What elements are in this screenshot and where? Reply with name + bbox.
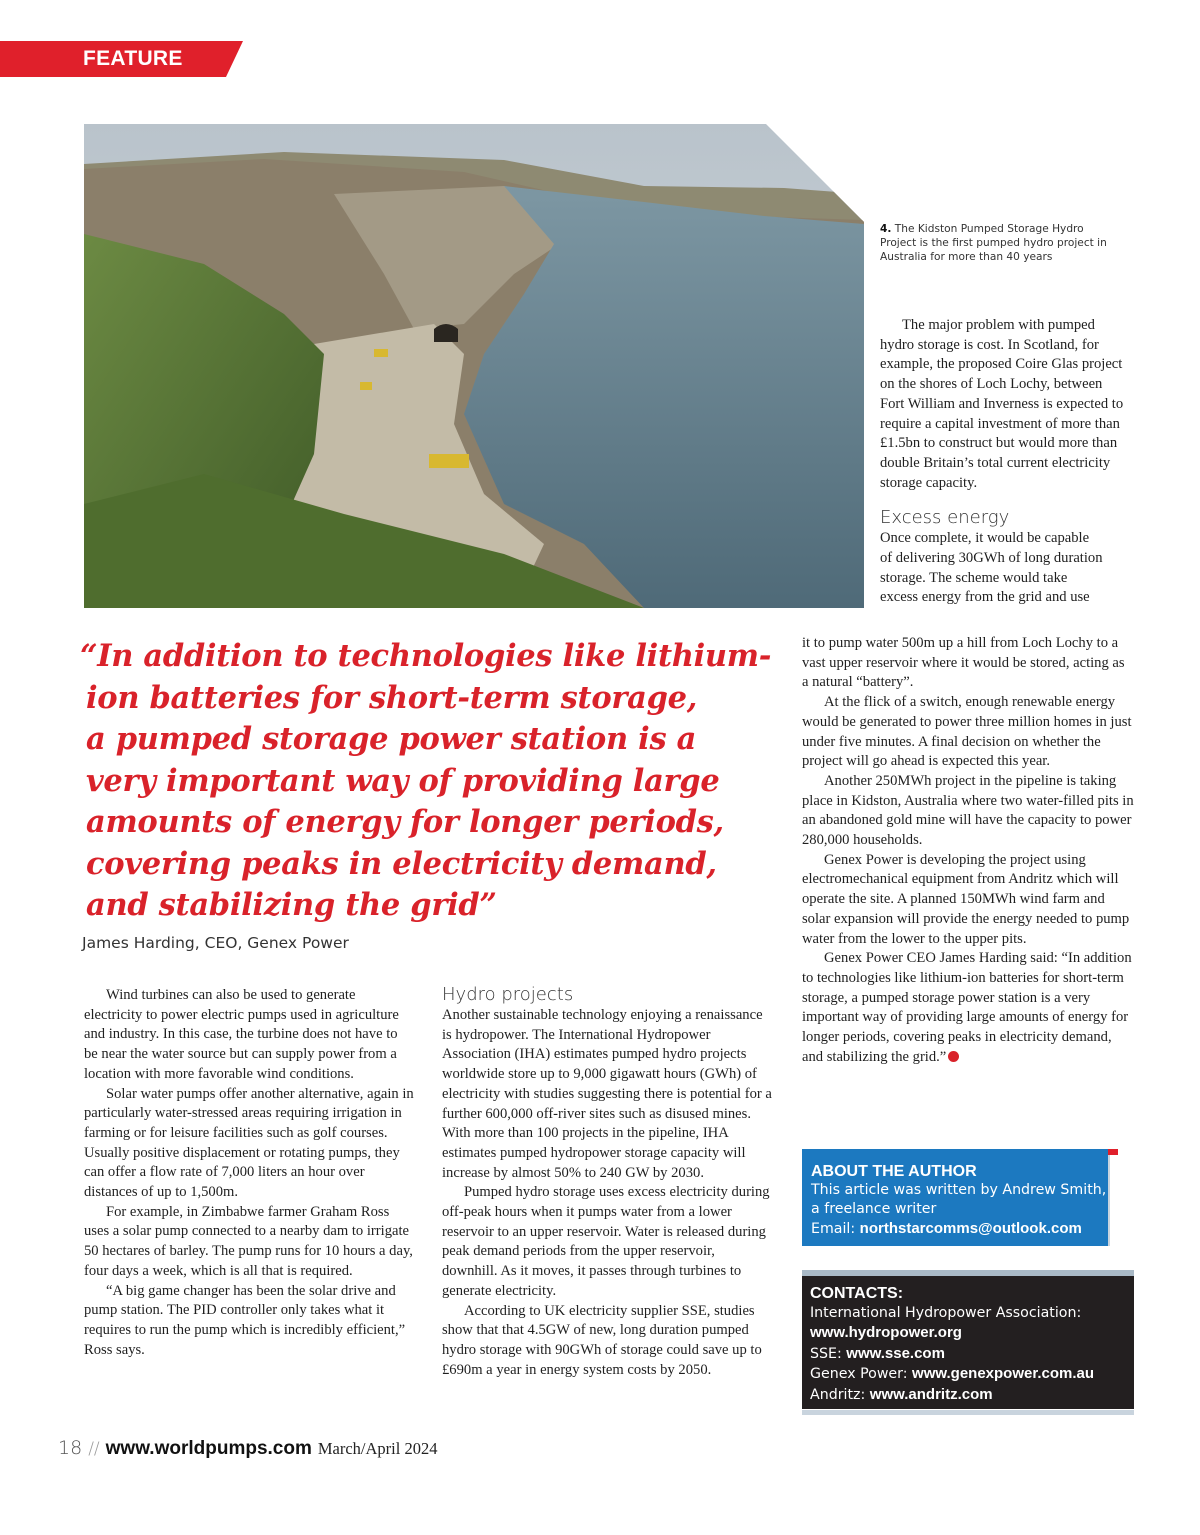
column1 [84, 986, 414, 1360]
quote-attribution: James Harding, CEO, Genex Power [82, 934, 349, 952]
page-footer [58, 1437, 437, 1460]
final-paragraph-text: Genex Power CEO James Harding said: “In addition to technologies like lithium-ion batteries for short-term storage, a pumped storage power station is a very important way of providing large amounts of energy for longer periods, covering peaks in electricity demand, and stabilizing the grid.” [802, 950, 1132, 1065]
contact-link-andritz[interactable]: www.andritz.com [869, 1385, 993, 1403]
project-photo [84, 124, 864, 608]
column3-intro [880, 316, 1130, 608]
end-mark-icon [948, 1051, 959, 1062]
about-author-box [802, 1149, 1108, 1246]
quote-line: covering peaks in electricity demand, [86, 845, 717, 882]
contact-link-sse[interactable]: www.sse.com [846, 1344, 945, 1362]
author-line: a freelance writer [811, 1201, 937, 1217]
narrow-line: Once complete, it would be capable [880, 530, 1090, 547]
paragraph: According to UK electricity supplier SSE, studies show that that 4.5GW of new, long duration pumped hydro storage with 90GWh of storage could save up to £690m a year in energy system costs by 2050. [442, 1302, 762, 1378]
column3-body [802, 634, 1134, 1067]
website-link[interactable]: www.worldpumps.com [105, 1438, 312, 1459]
subhead-hydro-projects: Hydro projects [442, 984, 574, 1005]
contact-link-genex[interactable]: www.genexpower.com.au [912, 1365, 1095, 1383]
paragraph: Solar water pumps offer another alternative, again in particularly water-stressed areas requiring irrigation in farming or for leisure facilities such as golf courses. Usually positive displacement or rotating pumps, they can offer a flow rate of 7,000 liters an hour over distances of up to 1,500m. [84, 1085, 414, 1201]
paragraph: At the flick of a switch, enough renewable energy would be generated to power three million homes in just under five minutes. A final decision on whether the project will go ahead is expected this year. [802, 694, 1132, 770]
quote-line: very important way of providing large [86, 762, 720, 799]
contact-label: Genex Power: [810, 1366, 908, 1383]
vehicle [360, 382, 372, 390]
quote-line: ion batteries for short-term storage, [86, 679, 698, 716]
narrow-line: excess energy from the grid and use [880, 589, 1090, 606]
paragraph: Another 250MWh project in the pipeline is taking place in Kidston, Australia where two water-filled pits in an abandoned gold mine will have the capacity to power 280,000 households. [802, 772, 1134, 849]
contacts-title: CONTACTS: [810, 1285, 904, 1302]
paragraph: “A big game changer has been the solar drive and pump station. The PID controller only takes what it requires to run the pump which is incredibly efficient,” Ross says. [84, 1282, 406, 1358]
paragraph: For example, in Zimbabwe farmer Graham Ross uses a solar pump connected to a nearby dam to irrigate 50 hectares of barley. The pump runs for 10 hours a day, four days a week, which is all that is required. [84, 1203, 413, 1279]
footer-separator: // [88, 1439, 100, 1459]
narrow-line: of delivering 30GWh of long duration [880, 550, 1103, 567]
about-author-title: ABOUT THE AUTHOR [811, 1163, 977, 1180]
author-box-edge [1108, 1155, 1110, 1246]
paragraph: Wind turbines can also be used to generate electricity to power electric pumps used in agriculture and industry. In this case, the turbine does not have to be near the water source but can supply power from a location with more favorable wind conditions. [84, 987, 399, 1082]
paragraph: it to pump water 500m up a hill from Loch Lochy to a vast upper reservoir where it would be stored, acting as a natural “battery”. [802, 635, 1125, 691]
narrow-line: storage. The scheme would take [880, 569, 1068, 586]
column2 [442, 984, 772, 1380]
caption-number: 4. [880, 223, 892, 235]
subhead-excess-energy: Excess energy [880, 507, 1010, 529]
vehicle [374, 349, 388, 357]
author-line: This article was written by Andrew Smith, [811, 1182, 1107, 1198]
contact-label: International Hydropower Association: [810, 1304, 1082, 1321]
paragraph [802, 949, 1134, 1067]
tunnel-portal [434, 324, 458, 342]
page-number: 18 [58, 1437, 83, 1459]
quote-line: amounts of energy for longer periods, [86, 804, 724, 840]
issue-date: March/April 2024 [317, 1439, 438, 1458]
email-label: Email: [811, 1221, 856, 1237]
author-email-row [811, 1219, 1106, 1239]
contact-link-iha[interactable]: www.hydropower.org [810, 1324, 962, 1342]
quote-line: and stabilizing the grid” [86, 887, 497, 923]
paragraph: Another sustainable technology enjoying a renaissance is hydropower. The International Hydropower Association (IHA) estimates pumped hydro projects worldwide store up to 9,000 gigawatt hours (GWh) of electricity with studies suggesting there is potential for a further 600,000 off-river sites such as disused mines. With more than 100 projects in the pipeline, IHA estimates pumped hydropower storage capacity will increase by almost 50% to 240 GW by 2030. [442, 1007, 772, 1181]
contacts-bottom-bar [802, 1410, 1134, 1415]
quote-line: “In addition to technologies like lithium- [80, 638, 772, 674]
quote-line: a pumped storage power station is a [86, 721, 697, 757]
photo-caption [880, 222, 1120, 264]
excavator [429, 454, 469, 468]
section-label: FEATURE [83, 47, 183, 70]
paragraph: The major problem with pumped hydro storage is cost. In Scotland, for example, the proposed Coire Glas project on the shores of Loch Lochy, between Fort William and Inverness is expected to require a capital investment of more than £1.5bn to construct but would more than double Britain’s total current electricity storage capacity. [880, 317, 1124, 491]
paragraph: Pumped hydro storage uses excess electricity during off-peak hours when it pumps water from a lower reservoir to an upper reservoir. Water is released during peak demand periods from the upper reservoir, downhill. As it moves, it passes through turbines to generate electricity. [442, 1184, 770, 1299]
paragraph: Genex Power is developing the project using electromechanical equipment from Andritz which will operate the site. A planned 150MWh wind farm and solar expansion will provide the energy needed to pump water from the lower to the upper pits. [802, 851, 1130, 947]
contact-label: SSE: [810, 1345, 842, 1362]
author-email-link[interactable]: northstarcomms@outlook.com [859, 1220, 1082, 1237]
caption-text: The Kidston Pumped Storage Hydro Project is the first pumped hydro project in Australia for more than 40 years [880, 223, 1107, 263]
pull-quote [80, 636, 792, 927]
contacts-box [802, 1276, 1134, 1409]
contact-label: Andritz: [810, 1386, 866, 1403]
